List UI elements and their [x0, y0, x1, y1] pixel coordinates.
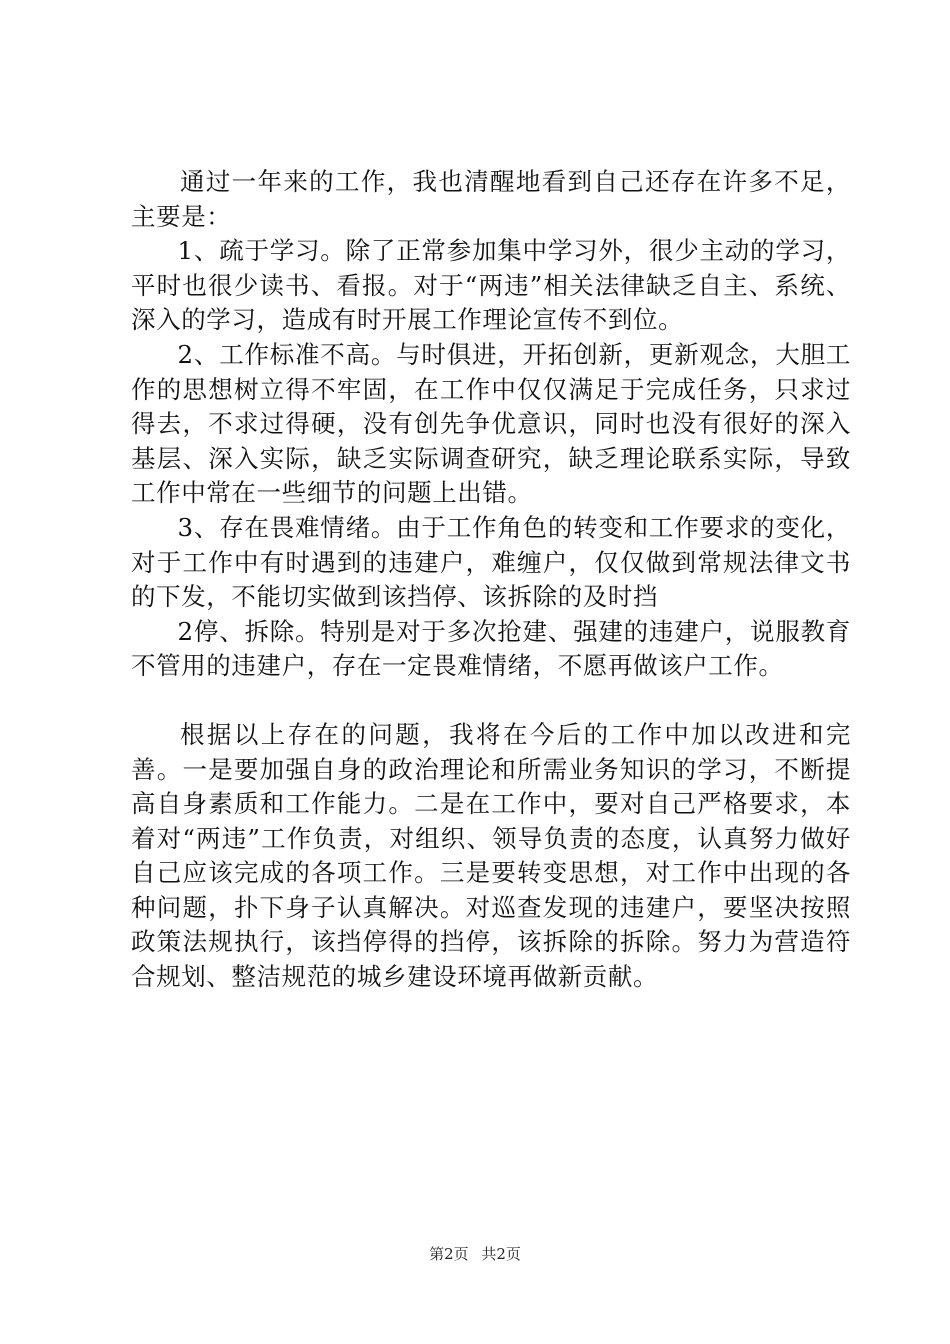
issue-paragraph-2: 2、工作标准不高。与时俱进，开拓创新，更新观念，大胆工作的思想树立得不牢固，在工作中仅仅满足于完成任务，只求过得去，不求过得硬，没有创先争优意识，同时也没有很好的深入基层、深入实际，缺乏实际调查研究，缺乏理论联系实际，导致工作中常在一些细节的问题上出错。: [131, 339, 851, 508]
page-footer: [0, 1244, 950, 1264]
paragraph-gap: [131, 684, 851, 718]
issue-paragraph-1: 1、疏于学习。除了正常参加集中学习外，很少主动的学习，平时也很少读书、看报。对于“两违”相关法律缺乏自主、系统、深入的学习，造成有时开展工作理论宣传不到位。: [131, 236, 851, 335]
improvement-paragraph: 根据以上存在的问题，我将在今后的工作中加以改进和完善。一是要加强自身的政治理论和所需业务知识的学习，不断提高自身素质和工作能力。二是在工作中，要对自己严格要求，本着对“两违”工作负责，对组织、领导负责的态度，认真努力做好自己应该完成的各项工作。三是要转变思想，对工作中出现的各种问题，扑下身子认真解决。对巡查发现的违建户，要坚决按照政策法规执行，该挡停得的挡停，该拆除的拆除。努力为营造符合规划、整洁规范的城乡建设环境再做新贡献。: [131, 719, 851, 992]
intro-paragraph: 通过一年来的工作，我也清醒地看到自己还存在许多不足，主要是：: [131, 167, 851, 231]
issue-paragraph-3-continued: 2停、拆除。特别是对于多次抢建、强建的违建户，说服教育不管用的违建户，存在一定畏难情绪，不愿再做该户工作。: [131, 616, 851, 681]
page-total: 共2页: [481, 1245, 521, 1263]
page-number: 第2页: [429, 1245, 469, 1263]
issue-paragraph-3: 3、存在畏难情绪。由于工作角色的转变和工作要求的变化，对于工作中有时遇到的违建户，难缠户，仅仅做到常规法律文书的下发，不能切实做到该挡停、该拆除的及时挡: [131, 512, 851, 612]
document-body: [131, 165, 851, 995]
